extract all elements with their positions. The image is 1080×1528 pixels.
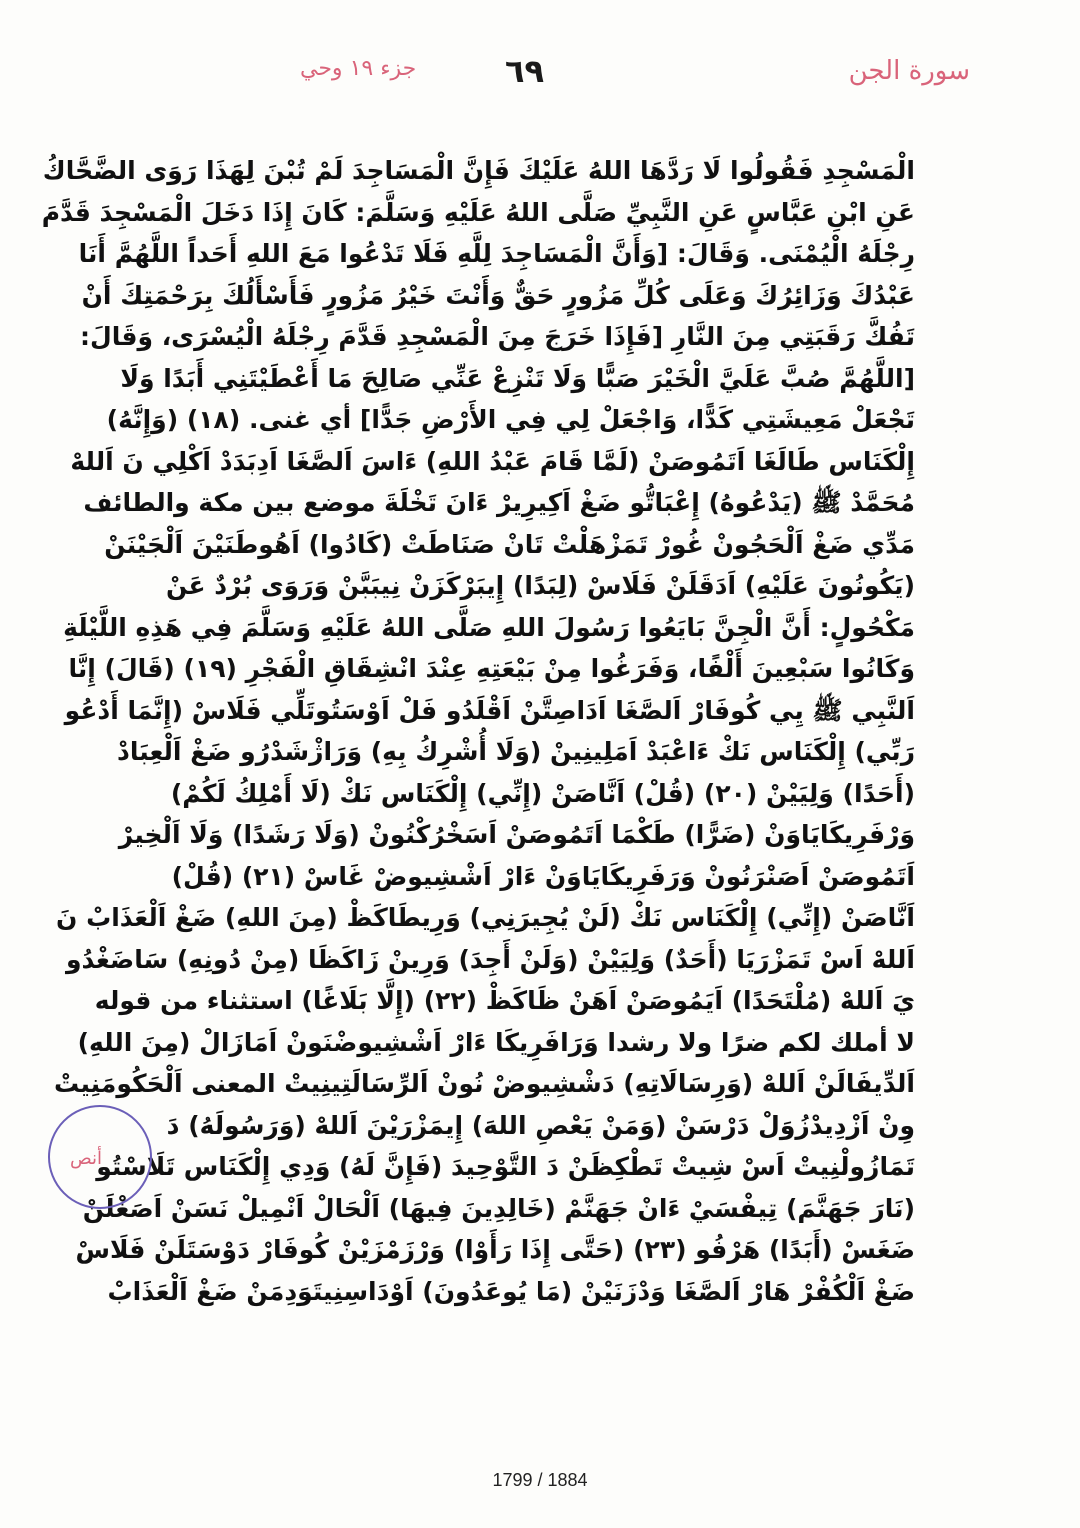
text-line: (نَارَ جَهَنَّمَ) تِيفْسَيْ ءَانْ جَهَنَّمْ (خَالِدِينَ فِيهَا) اَلْحَالْ اَنْمِيلْ نَسَنْ اَصَغْلَنْ bbox=[82, 1193, 915, 1223]
margin-note: أنص bbox=[70, 1148, 103, 1169]
juz-note: جزء ١٩ وحي bbox=[300, 56, 417, 81]
text-line: إِلْكَنَاس طَالَغَا اَتَمُوصَنْ (لَمَّا قَامَ عَبْدُ اللهِ) ءَاسَ اَلصَّغَا اَدِبَدَدْ اَكْلِي نَ اَللهْ bbox=[70, 446, 915, 476]
text-line: مَدِّي ضَغْ اَلْحَجُونْ غُورْ تَمَزْهَلْتْ تَانْ صَنَاطَتْ (كَادُوا) اَهُوطَنَيْنَ اَلْجَيْنَنْ bbox=[104, 529, 915, 559]
text-line: اَتَمُوصَنْ اَصَنْرَنُونْ وَرَفَرِيكَايَاوَنْ ءَارْ اَشْشِيوضْ غَاسْ (٢١) (قُلْ) bbox=[171, 861, 915, 891]
text-line: مُحَمَّدْ ﷺ (يَدْعُوهُ) إِعْبَاتُّو ضَغْ اَكِيرِيرْ ءَانَ تَخْلَةَ موضع بين مكة والطائف bbox=[83, 488, 915, 517]
text-line: وَرْفَرِيكَايَاوَنْ (ضَرًّا) طَكْمَا اَتَمُوصَنْ اَسَخْرُكْنُونْ (وَلَا رَشَدًا) وَلَا اَلْخِيرْ bbox=[118, 820, 915, 849]
text-line: عَبْدُكَ وَزَائِرُكَ وَعَلَى كُلِّ مَزُورٍ حَقٌّ وَأَنْتَ خَيْرُ مَزُورٍ فَأَسْأَلُكَ بِرَحْمَتِكَ أَنْ bbox=[81, 280, 915, 310]
text-line: يَ اَللهْ (مُلْتَحَدًا) اَيَمُوصَنْ اَهَنْ ظَاكَظْ (٢٢) (إِلَّا بَلَاغًا) استثناء من قوله bbox=[94, 986, 915, 1015]
text-line: تَجْعَلْ مَعِيشَتِي كَدًّا، وَاجْعَلْ لِي فِي الأَرْضِ جَدًّا] أي غنى. (١٨) (وَإِنَّهُ) bbox=[106, 405, 915, 434]
page-header bbox=[150, 50, 970, 100]
text-line: رَبِّي) إِلْكَنَاس نَكْ ءَاعْبَدْ اَمَلِينِينْ (وَلَا أُشْرِكُ بِهِ) وَرَاژْشَدْرُو ضَغْ اَلْعِبَادْ bbox=[117, 737, 915, 766]
text-line: تَفُكَّ رَقَبَتِي مِنَ النَّارِ [فَإِذَا خَرَجَ مِنَ الْمَسْجِدِ قَدَّمَ رِجْلَهُ الْيُسْرَى، وَقَالَ: bbox=[80, 322, 915, 351]
text-line: وِنْ اَزْدِيدْزُوَلْ دَرْسَنْ (وَمَنْ يَعْصِ اللهَ) إِيمَزْرَيْنَ اَللهْ (وَرَسُولَهُ) دَ bbox=[166, 1110, 915, 1140]
text-line: عَنِ ابْنِ عَبَّاسٍ عَنِ النَّبِيِّ صَلَّى اللهُ عَلَيْهِ وَسَلَّمَ: كَانَ إِذَا دَخَلَ الْمَسْجِدَ قَدَّمَ bbox=[41, 197, 915, 227]
text-line: مَكْحُولٍ: أَنَّ الْجِنَّ بَايَعُوا رَسُولَ اللهِ صَلَّى اللهُ عَلَيْهِ وَسَلَّمَ فِي هَذِهِ اللَّيْلَةِ bbox=[63, 612, 915, 642]
text-line: ضَغْ اَلْكُفْرْ هَارْ اَلصَّغَا وَدْزَنَيْنْ (مَا يُوعَدُونَ) اَوْدَاسِنِيتَوَدِمَنْ ضَغْ اَلْعَذَابْ bbox=[107, 1276, 915, 1306]
page-number: ٦٩ bbox=[505, 52, 545, 90]
surah-note: سورة الجن bbox=[848, 56, 970, 86]
text-line: وَكَانُوا سَبْعِينَ أَلْفًا، وَفَرَغُوا مِنْ بَيْعَتِهِ عِنْدَ انْشِقَاقِ الْفَجْرِ (١٩) (قَالَ) إِنَّا bbox=[68, 654, 915, 683]
text-line: ضَغَسْ (أَبَدًا) هَرْفُو (٢٣) (حَتَّى إِذَا رَأَوْا) وَرْزَمْزَيْنْ كُوفَارْ دَوْسَتَلَنْ فَلَاسْ bbox=[75, 1235, 915, 1264]
text-line: لا أملك لكم ضرًا ولا رشدا وَرَافَرِيكَا ءَارْ اَشْشِيوضْنَونْ اَمَازَالْ (مِنَ اللهِ) bbox=[77, 1027, 915, 1057]
text-line: رِجْلَهُ الْيُمْنَى. وَقَالَ: [وَأَنَّ الْمَسَاجِدَ لِلَّهِ فَلَا تَدْعُوا مَعَ اللهِ أَحَداً اللَّهُمَّ أَنَا bbox=[78, 239, 915, 268]
text-line: اَنَّاصَنْ (إِنِّي) إِلْكَنَاس نَكْ (لَنْ يُجِيرَنِي) وَرِيطَاكَظْ (مِنَ اللهِ) ضَغْ اَلْعَذَابْ نَ bbox=[56, 903, 915, 932]
text-line: (أَحَدًا) وَلِيَيْنْ (٢٠) (قُلْ) اَنَّاصَنْ (إِنِّي) إِلْكَنَاس نَكْ (لَا أَمْلِكُ لَكُمْ) bbox=[170, 778, 915, 808]
text-line: اَللهْ اَسْ تَمَزْرَيَا (أَحَدٌ) وَلِيَيْنْ (وَلَنْ أَجِدَ) وَرِينْ زَاكَظَا (مِنْ دُونِهِ) سَاضَغْدُو bbox=[65, 944, 915, 974]
text-line: [اللَّهُمَّ صُبَّ عَلَيَّ الْخَيْرَ صَبًّا وَلَا تَنْزِعْ عَنِّي صَالِحَ مَا أَعْطَيْتَنِي أَبَدًا وَلَا bbox=[120, 363, 915, 393]
text-line: اَلدِّيفَالَنْ اَللهْ (وَرِسَالَاتِهِ) دَشْشِيوضْ نُونْ اَلرِّسَالَتِينِيتْ المعنى اَلْحَكُومَنِيتْ bbox=[54, 1069, 915, 1098]
page-indicator: 1799 / 1884 bbox=[492, 1470, 588, 1490]
text-line: (يَكُونُونَ عَلَيْهِ) اَدَقَلَنْ فَلَاسْ (لِبَدًا) إِيبَرْكَزَنْ نِيبَبَّنْ وَرَوَى بُرْدٌ عَنْ bbox=[166, 571, 915, 600]
text-line: اَلنَّبِي ﷺ يِي كُوفَارْ اَلصَّغَا اَدَاصِتَّنْ اَقْلَدُو فَلْ اَوْسَتُوتَلِّي فَلَاسْ (إِنَّمَا أَدْعُو bbox=[64, 695, 915, 725]
text-line: الْمَسْجِدِ فَقُولُوا لَا رَدَّهَا اللهُ عَلَيْكَ فَإِنَّ الْمَسَاجِدَ لَمْ تُبْنَ لِهَذَا رَوَى الضَّحَّاكُ bbox=[42, 156, 915, 185]
text-line: تَمَازُولْنِيتْ اَسْ شِيتْ تَطْكِظَنْ دَ التَّوْحِيدَ (فَإِنَّ لَهُ) وَدِي إِلْكَنَاس تَلَاسْتُو bbox=[96, 1152, 915, 1181]
